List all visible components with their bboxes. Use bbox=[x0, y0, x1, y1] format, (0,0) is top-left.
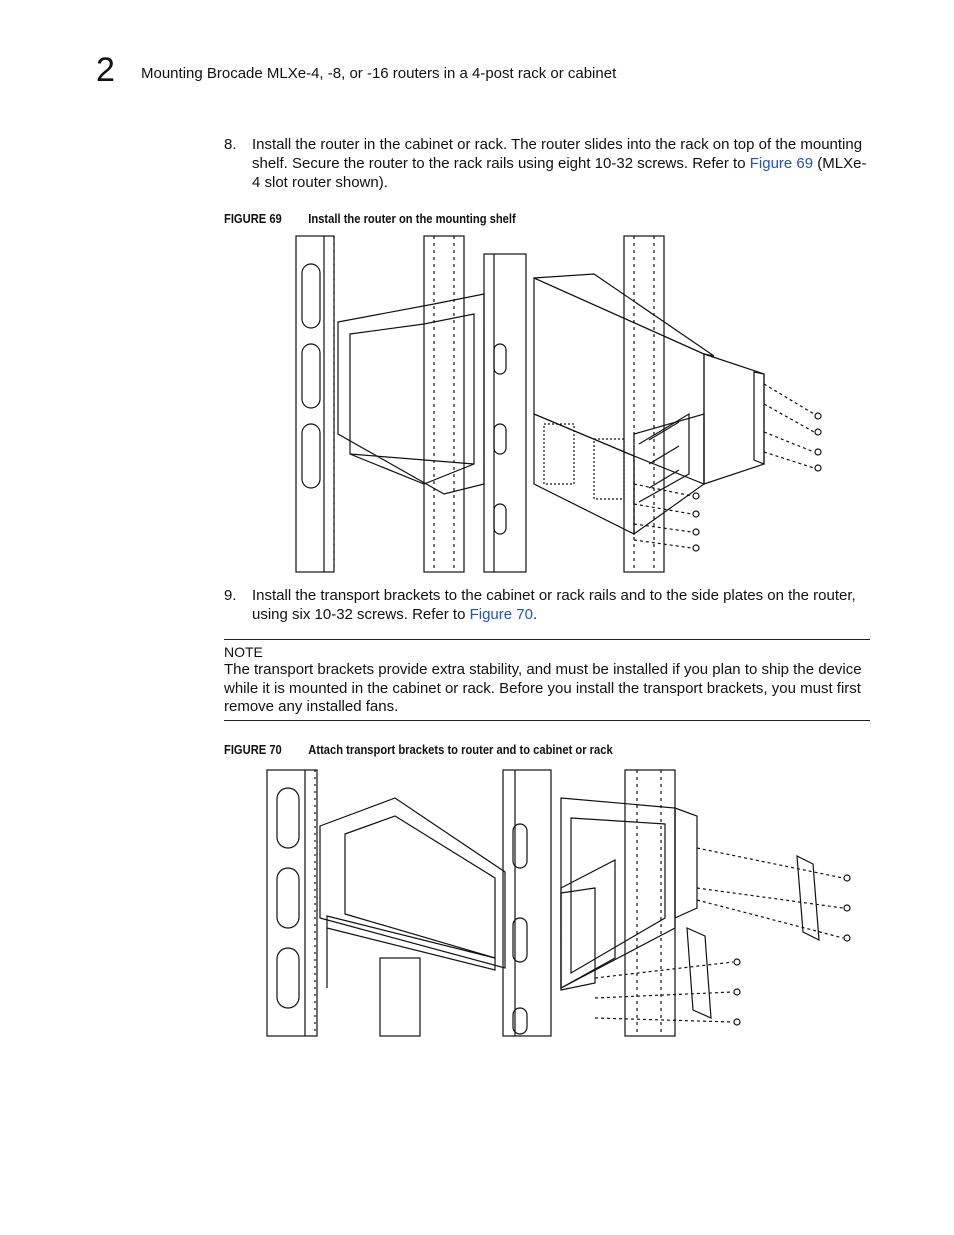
figure-70-link[interactable]: Figure 70 bbox=[469, 606, 533, 623]
figure-69-illustration bbox=[294, 234, 834, 574]
step-text-part: (MLXe-4 slot router shown). bbox=[252, 155, 867, 191]
step-text-part: . bbox=[532, 606, 538, 623]
step-text bbox=[252, 586, 874, 624]
step-text-part: Install the transport brackets to the cabinet or rack rails and to the side plates on the router, using six 10-32 screws. Refer to bbox=[252, 587, 856, 623]
step-text bbox=[252, 135, 874, 192]
step-9 bbox=[224, 586, 874, 624]
figure-title: Attach transport brackets to router and to cabinet or rack bbox=[308, 742, 613, 757]
note-box bbox=[224, 639, 870, 721]
running-title: Mounting Brocade MLXe-4, -8, or -16 routers in a 4-post rack or cabinet bbox=[141, 65, 617, 82]
chapter-number: 2 bbox=[96, 51, 115, 89]
figure-69-caption bbox=[224, 211, 516, 227]
figure-70-illustration bbox=[265, 768, 855, 1038]
figure-title: Install the router on the mounting shelf bbox=[308, 211, 516, 226]
step-text-part: Install the router in the cabinet or rack. The router slides into the rack on top of the mounting shelf. Secure the router to the rack rails using eight 10-32 screws. Refer to bbox=[252, 136, 863, 172]
router-on-shelf-drawing bbox=[294, 234, 834, 574]
note-title: NOTE bbox=[224, 644, 263, 660]
figure-label: FIGURE 70 bbox=[224, 742, 282, 757]
note-body: The transport brackets provide extra stability, and must be installed if you plan to ship the device while it is mounted in the cabinet or rack. Before you install the transport brackets, you must first remove any installed fans. bbox=[224, 661, 862, 715]
step-8 bbox=[224, 135, 874, 192]
transport-brackets-drawing bbox=[265, 768, 855, 1038]
step-number: 9. bbox=[224, 587, 237, 604]
step-number: 8. bbox=[224, 136, 237, 153]
figure-69-link[interactable]: Figure 69 bbox=[749, 155, 814, 172]
figure-70-caption bbox=[224, 742, 613, 758]
figure-label: FIGURE 69 bbox=[224, 211, 282, 226]
